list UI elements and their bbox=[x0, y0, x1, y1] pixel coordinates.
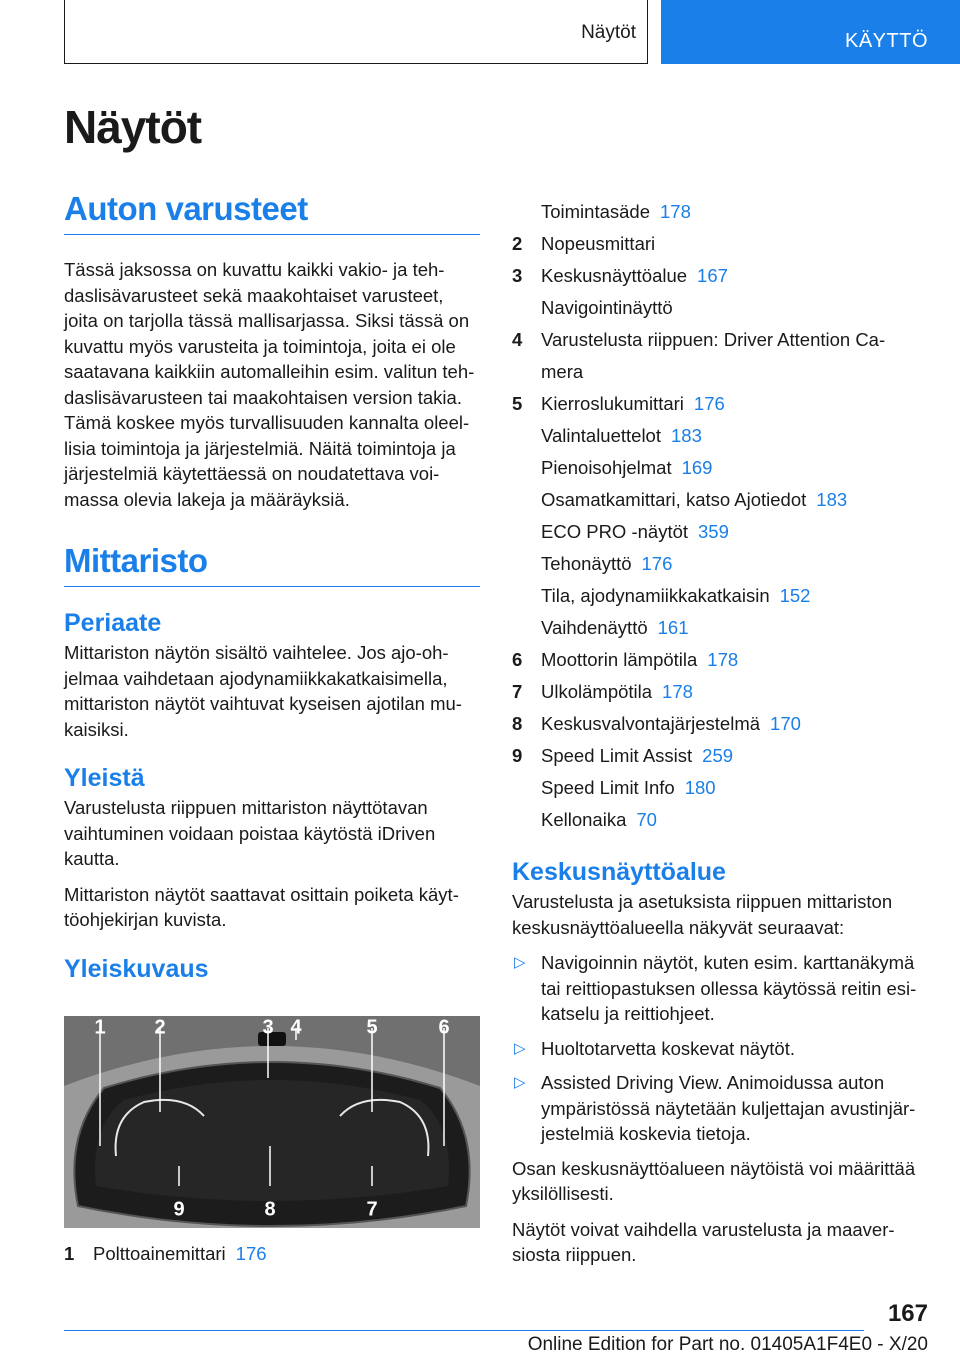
legend-text: Tehonäyttö bbox=[541, 553, 632, 574]
legend-item bbox=[512, 580, 928, 612]
page-reference-link[interactable]: 152 bbox=[779, 585, 811, 606]
legend-item bbox=[512, 196, 928, 228]
page-reference-link[interactable]: 167 bbox=[697, 265, 728, 286]
text-line: vaihtuminen voidaan poistaa käytöstä iDriven bbox=[64, 822, 436, 844]
legend-number: 4 bbox=[512, 329, 523, 350]
legend-list-left bbox=[64, 1238, 480, 1270]
text-line: lisia toimintoja ja järjestelmiä. Näitä toimintoja ja bbox=[64, 437, 456, 459]
page-reference-link[interactable]: 176 bbox=[641, 553, 673, 574]
text-line: siosta riippuen. bbox=[512, 1244, 637, 1265]
subheading-keskusnayttoalue: Keskusnäyttöalue bbox=[512, 858, 726, 886]
legend-number: 9 bbox=[512, 745, 523, 766]
legend-item bbox=[512, 324, 928, 356]
legend-text: Navigointinäyttö bbox=[541, 297, 673, 318]
bullet-list bbox=[512, 950, 928, 1147]
legend-text: Speed Limit Info bbox=[541, 777, 675, 798]
paragraph-auton-varusteet bbox=[64, 257, 480, 512]
text-line: Tämä koskee myös turvallisuuden kannalta oleel- bbox=[64, 412, 470, 433]
bullet-text-line: Huoltotarvetta koskevat näytöt. bbox=[541, 1037, 795, 1059]
legend-text: Keskusvalvontajärjestelmä bbox=[541, 713, 761, 734]
legend-text: Pienoisohjelmat bbox=[541, 457, 672, 478]
page-reference-link[interactable]: 183 bbox=[816, 489, 848, 510]
legend-item bbox=[512, 740, 928, 772]
callout-8: 8 bbox=[264, 1197, 276, 1220]
legend-text: Moottorin lämpötila bbox=[541, 649, 698, 670]
paragraph-keskusnayttoalue-2 bbox=[512, 1217, 928, 1268]
legend-item bbox=[512, 452, 928, 484]
text-line: daslisävarusteet sekä maakohtaiset varusteet, bbox=[64, 284, 444, 306]
bullet-text-line: Navigoinnin näytöt, kuten esim. karttanäkymä bbox=[541, 952, 915, 973]
legend-text: mera bbox=[541, 361, 584, 382]
subheading-yleiskuvaus: Yleiskuvaus bbox=[64, 954, 209, 983]
page-reference-link[interactable]: 170 bbox=[770, 713, 801, 734]
callout-9: 9 bbox=[173, 1197, 185, 1220]
callout-1: 1 bbox=[94, 1015, 106, 1038]
legend-item bbox=[512, 644, 928, 676]
text-line: Varustelusta ja asetuksista riippuen mittariston bbox=[512, 891, 893, 912]
header-chapter-tab: KÄYTTÖ bbox=[661, 0, 960, 64]
bullet-item bbox=[512, 1036, 928, 1062]
legend-item bbox=[512, 420, 928, 452]
text-line: massa olevia lakeja ja määräyksiä. bbox=[64, 488, 350, 510]
callout-6: 6 bbox=[438, 1015, 450, 1038]
legend-item bbox=[64, 1238, 480, 1270]
page-reference-link[interactable]: 178 bbox=[707, 649, 739, 670]
callout-3: 3 bbox=[262, 1015, 274, 1038]
callout-4: 4 bbox=[290, 1015, 302, 1038]
paragraph-periaate bbox=[64, 640, 480, 742]
legend-item bbox=[512, 612, 928, 644]
text-line: Näytöt voivat vaihdella varustelusta ja maaver- bbox=[512, 1218, 895, 1240]
legend-text: Osamatkamittari, katso Ajotiedot bbox=[541, 489, 807, 510]
legend-item bbox=[512, 228, 928, 260]
page-reference-link[interactable]: 176 bbox=[693, 393, 725, 414]
callout-5: 5 bbox=[366, 1015, 378, 1038]
legend-list-right bbox=[512, 196, 928, 836]
legend-item bbox=[512, 516, 928, 548]
legend-text: Ulkolämpötila bbox=[541, 681, 653, 702]
text-line: Osan keskusnäyttöalueen näytöistä voi määrittää bbox=[512, 1157, 916, 1179]
paragraph-keskusnayttoalue-intro bbox=[512, 889, 928, 940]
footer-rule bbox=[64, 1330, 864, 1331]
page-reference-link[interactable]: 161 bbox=[657, 617, 689, 638]
section-title-mittaristo: Mittaristo bbox=[64, 542, 480, 587]
legend-item bbox=[512, 484, 928, 516]
legend-number: 6 bbox=[512, 649, 523, 670]
text-line: kautta. bbox=[64, 848, 120, 869]
callout-7: 7 bbox=[366, 1197, 378, 1220]
page-reference-link[interactable]: 169 bbox=[681, 457, 713, 478]
legend-item bbox=[512, 292, 928, 324]
page-reference-link[interactable]: 259 bbox=[702, 745, 734, 766]
text-line: mittariston näytöt vaihtuvat kyseisen ajotilan mu- bbox=[64, 693, 462, 714]
bullet-text-line: Assisted Driving View. Animoidussa auton bbox=[541, 1072, 885, 1093]
page-title: Näytöt bbox=[64, 101, 202, 153]
bullet-text-line: tai reittiopastuksen ollessa käytössä reitin esi- bbox=[541, 977, 917, 999]
legend-text: Kellonaika bbox=[541, 809, 627, 830]
page-reference-link[interactable]: 178 bbox=[660, 201, 691, 222]
legend-text: Varustelusta riippuen: Driver Attention Ca- bbox=[541, 329, 886, 350]
page-reference-link[interactable]: 178 bbox=[662, 681, 693, 702]
subheading-periaate: Periaate bbox=[64, 609, 162, 637]
section-title-auton-varusteet: Auton varusteet bbox=[64, 190, 480, 235]
page-reference-link[interactable]: 183 bbox=[671, 425, 702, 446]
page-reference-link[interactable]: 359 bbox=[698, 521, 729, 542]
right-column bbox=[512, 196, 928, 1268]
paragraph-yleista-1 bbox=[64, 795, 480, 872]
legend-text: Tila, ajodynamiikkakatkaisin bbox=[541, 585, 770, 606]
legend-number: 7 bbox=[512, 681, 523, 702]
text-line: Mittariston näytöt saattavat osittain poiketa käyt- bbox=[64, 883, 459, 905]
legend-item bbox=[512, 708, 928, 740]
instrument-cluster-figure bbox=[64, 1016, 480, 1228]
legend-item bbox=[512, 548, 928, 580]
legend-number: 3 bbox=[512, 265, 523, 286]
text-line: Mittariston näytön sisältö vaihtelee. Jos ajo-oh- bbox=[64, 642, 449, 663]
subheading-yleista: Yleistä bbox=[64, 764, 145, 792]
page-number: 167 bbox=[887, 1300, 928, 1327]
triangle-bullet-icon: ▷ bbox=[514, 954, 526, 971]
text-line: keskusnäyttöalueella näkyvät seuraavat: bbox=[512, 916, 845, 938]
legend-text: ECO PRO -näytöt bbox=[541, 521, 689, 542]
page-reference-link[interactable]: 176 bbox=[235, 1242, 267, 1264]
legend-item bbox=[512, 804, 928, 836]
legend-text: Polttoainemittari bbox=[93, 1242, 226, 1264]
legend-item bbox=[512, 772, 928, 804]
paragraph-yleista-2 bbox=[64, 882, 480, 933]
text-line: kaisiksi. bbox=[64, 718, 129, 740]
legend-number: 2 bbox=[512, 233, 523, 254]
text-line: Tässä jaksossa on kuvattu kaikki vakio- ja teh- bbox=[64, 259, 445, 280]
bullet-item bbox=[512, 1070, 928, 1147]
footer-edition-note: Online Edition for Part no. 01405A1F4E0 - X/20 bbox=[527, 1334, 928, 1355]
bullet-item bbox=[512, 950, 928, 1027]
legend-text: Nopeusmittari bbox=[541, 233, 656, 254]
legend-number: 8 bbox=[512, 713, 523, 734]
page-reference-link[interactable]: 180 bbox=[684, 777, 716, 798]
triangle-bullet-icon: ▷ bbox=[514, 1074, 526, 1091]
text-line: yksilöllisesti. bbox=[512, 1183, 614, 1204]
legend-text: Valintaluettelot bbox=[541, 425, 661, 446]
bullet-text-line: jestelmiä koskevia tietoja. bbox=[541, 1123, 751, 1144]
legend-item bbox=[512, 260, 928, 292]
header-section-title: Näytöt bbox=[581, 22, 636, 43]
bullet-text-line: katselu ja reittiohjeet. bbox=[541, 1003, 715, 1024]
bullet-text-line: ympäristössä näytetään kuljettajan avustinjär- bbox=[541, 1097, 916, 1119]
legend-text: Speed Limit Assist bbox=[541, 745, 693, 766]
legend-number: 1 bbox=[64, 1242, 75, 1264]
text-line: saatavana kaikkiin automalleihin esim. valitun teh- bbox=[64, 361, 475, 382]
legend-item bbox=[512, 676, 928, 708]
legend-text: Toimintasäde bbox=[541, 201, 651, 222]
text-line: jelmaa vaihdetaan ajodynamiikkakatkaisimella, bbox=[64, 667, 448, 689]
text-line: töohjekirjan kuvista. bbox=[64, 909, 227, 930]
text-line: joita on tarjolla tässä mallisarjassa. Siksi tässä on bbox=[64, 310, 470, 331]
paragraph-keskusnayttoalue-1 bbox=[512, 1156, 928, 1207]
legend-item bbox=[512, 356, 928, 388]
legend-item bbox=[512, 388, 928, 420]
instrument-cluster-illustration bbox=[64, 1016, 480, 1228]
text-line: kuvattu myös varusteita ja toimintoja, joita ei ole bbox=[64, 335, 456, 357]
text-line: daslisävarusteen tai maakohtaisen version takia. bbox=[64, 386, 462, 408]
callout-2: 2 bbox=[154, 1015, 166, 1038]
legend-text: Kierroslukumittari bbox=[541, 393, 684, 414]
triangle-bullet-icon: ▷ bbox=[514, 1039, 526, 1057]
legend-text: Vaihdenäyttö bbox=[541, 617, 648, 638]
left-column bbox=[64, 190, 480, 1270]
page-reference-link[interactable]: 70 bbox=[636, 809, 657, 830]
text-line: järjestelmiä käytettäessä on noudatettava voi- bbox=[64, 463, 440, 484]
legend-text: Keskusnäyttöalue bbox=[541, 265, 688, 286]
text-line: Varustelusta riippuen mittariston näyttötavan bbox=[64, 797, 428, 818]
legend-number: 5 bbox=[512, 393, 523, 414]
